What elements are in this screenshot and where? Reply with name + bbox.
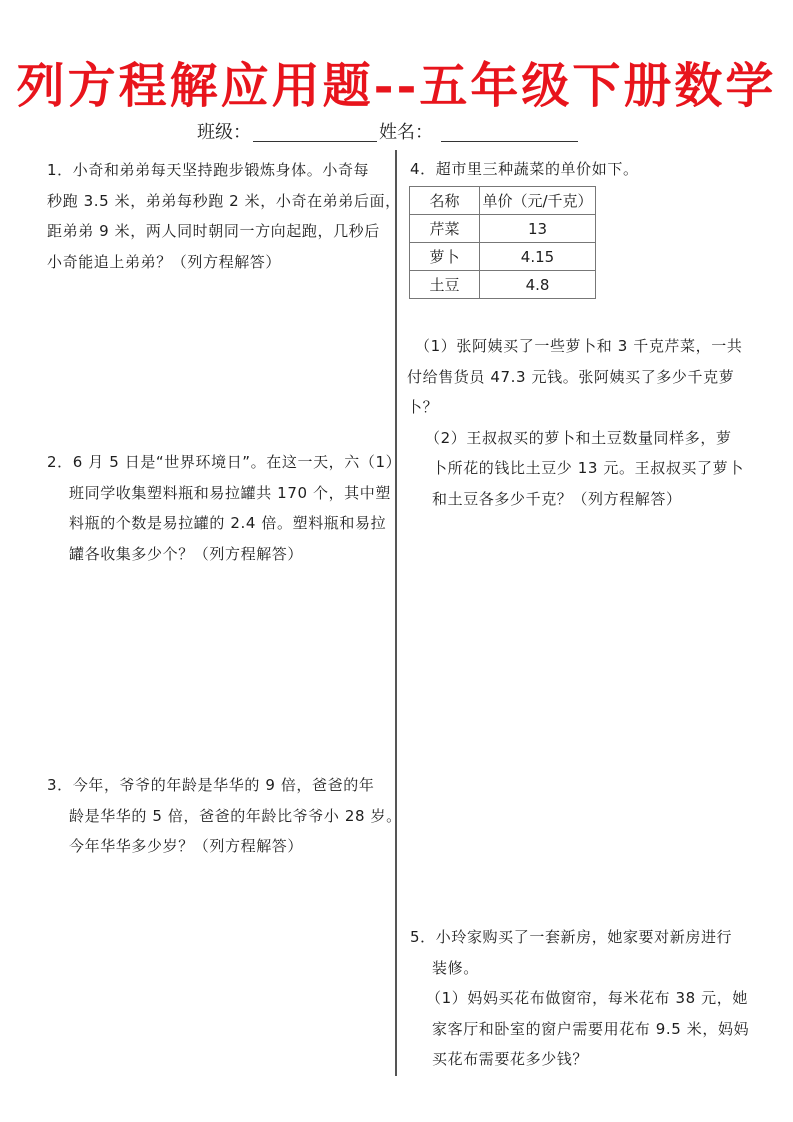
question-line: 4．超市里三种蔬菜的单价如下。	[410, 160, 639, 178]
class-label: 班级：	[197, 122, 251, 143]
question-line: 小奇能追上弟弟？（列方程解答）	[47, 252, 282, 271]
column-divider	[395, 150, 397, 1076]
question-line: 装修。	[432, 958, 479, 977]
table-cell: 芹菜	[410, 215, 480, 243]
question-line: 5．小玲家购买了一套新房，她家要对新房进行	[410, 928, 733, 946]
question-line: 家客厅和卧室的窗户需要用花布 9.5 米，妈妈	[432, 1019, 750, 1038]
question-line: 和土豆各多少千克？（列方程解答）	[432, 489, 682, 508]
question-line: 卜所花的钱比土豆少 13 元。王叔叔买了萝卜	[432, 459, 744, 477]
question-line: （1）张阿姨买了一些萝卜和 3 千克芹菜，一共	[415, 337, 743, 355]
question-line: （2）王叔叔买的萝卜和土豆数量同样多，萝	[425, 428, 732, 447]
question-line: 买花布需要花多少钱？	[432, 1050, 589, 1068]
vegetable-price-table	[409, 186, 596, 299]
table-row	[410, 271, 596, 299]
question-4-subparts	[407, 331, 744, 514]
question-1	[47, 155, 401, 277]
question-line: 距弟弟 9 米，两人同时朝同一方向起跑，几秒后	[47, 222, 380, 240]
question-line: 罐各收集多少个？（列方程解答）	[69, 544, 304, 563]
table-cell: 13	[480, 215, 596, 243]
question-line: 2．6 月 5 日是“世界环境日”。在这一天，六（1）	[47, 453, 402, 471]
question-line: 3．今年，爷爷的年龄是华华的 9 倍，爸爸的年	[47, 776, 375, 794]
question-line: 秒跑 3.5 米，弟弟每秒跑 2 米，小奇在弟弟后面，	[47, 191, 401, 210]
class-blank-field[interactable]	[253, 121, 377, 142]
table-cell: 4.15	[480, 243, 596, 271]
table-header-row	[410, 187, 596, 215]
table-row	[410, 243, 596, 271]
question-line: 1．小奇和弟弟每天坚持跑步锻炼身体。小奇每	[47, 161, 370, 179]
question-line: 卜？	[407, 398, 439, 416]
student-info-row	[197, 120, 580, 146]
question-4-intro	[410, 154, 639, 185]
table-cell: 萝卜	[410, 243, 480, 271]
question-line: 今年华华多少岁？（列方程解答）	[69, 837, 304, 855]
name-label: 姓名：	[379, 122, 433, 143]
table-header-cell: 单价（元/千克）	[480, 187, 596, 215]
table-header-cell: 名称	[410, 187, 480, 215]
name-blank-field[interactable]	[441, 121, 578, 142]
table-cell: 土豆	[410, 271, 480, 299]
question-2	[47, 447, 401, 569]
table-row	[410, 215, 596, 243]
question-line: 班同学收集塑料瓶和易拉罐共 170 个，其中塑	[69, 483, 391, 502]
worksheet-title: 列方程解应用题--五年级下册数学	[16, 58, 777, 114]
question-line: 付给售货员 47.3 元钱。张阿姨买了多少千克萝	[407, 367, 735, 386]
question-3	[47, 770, 402, 862]
question-line: 料瓶的个数是易拉罐的 2.4 倍。塑料瓶和易拉	[69, 514, 387, 532]
question-line: 龄是华华的 5 倍，爸爸的年龄比爷爷小 28 岁。	[69, 806, 402, 825]
table-cell: 4.8	[480, 271, 596, 299]
question-line: （1）妈妈买花布做窗帘，每米花布 38 元，她	[426, 989, 748, 1007]
question-5	[410, 922, 749, 1075]
